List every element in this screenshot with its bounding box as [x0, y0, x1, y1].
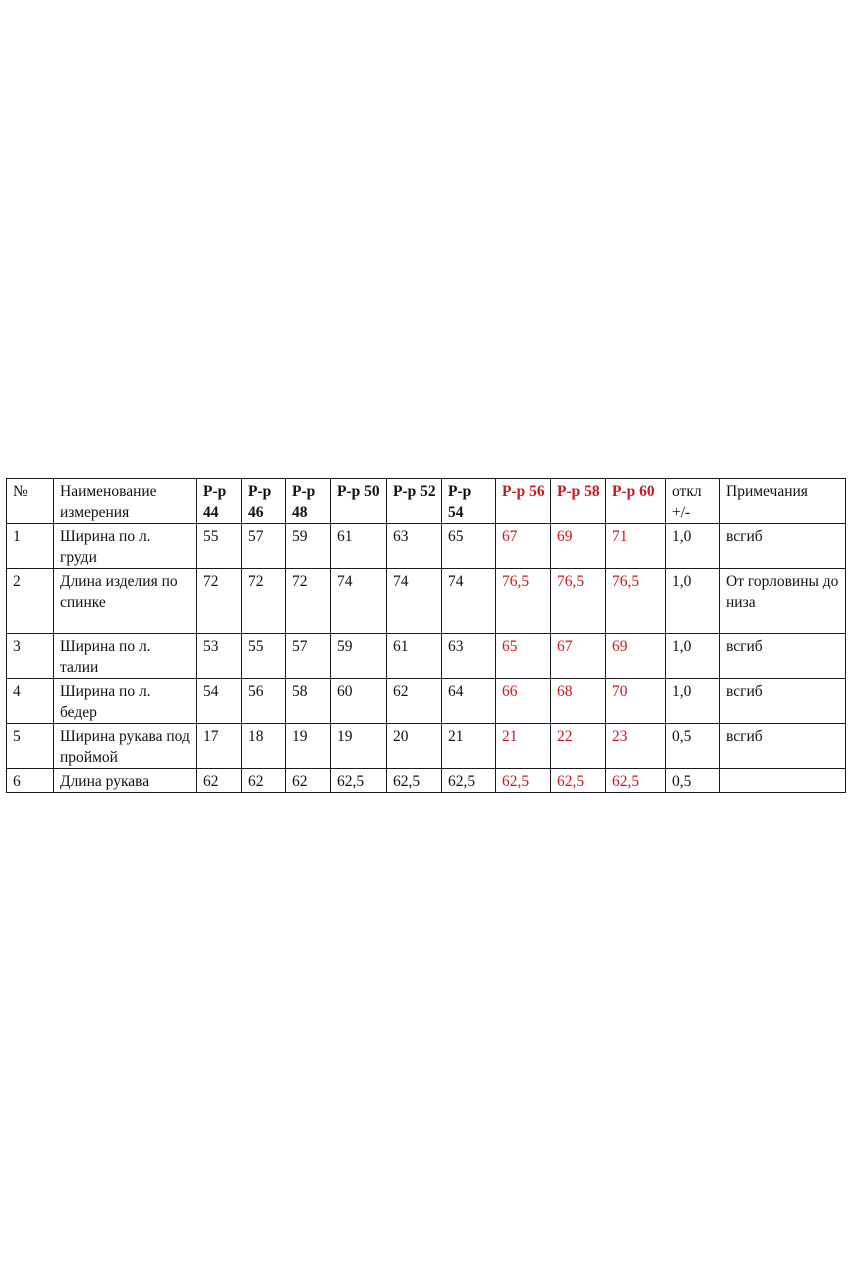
- cell-num: 3: [7, 634, 54, 679]
- table-body: [7, 524, 846, 793]
- cell-tolerance: 1,0: [666, 524, 720, 569]
- cell-size-58: 22: [551, 724, 606, 769]
- table-row: [7, 769, 846, 793]
- cell-size-56: 66: [496, 679, 551, 724]
- cell-size-46: 56: [242, 679, 286, 724]
- header-row: [7, 479, 846, 524]
- cell-measure-name: Ширина по л. бедер: [54, 679, 197, 724]
- cell-size-46: 55: [242, 634, 286, 679]
- header-size-52: Р-р 52: [387, 479, 442, 524]
- cell-size-48: 72: [286, 569, 331, 634]
- cell-size-52: 63: [387, 524, 442, 569]
- cell-size-52: 20: [387, 724, 442, 769]
- cell-size-56: 62,5: [496, 769, 551, 793]
- cell-size-48: 62: [286, 769, 331, 793]
- cell-size-54: 63: [442, 634, 496, 679]
- cell-size-44: 72: [197, 569, 242, 634]
- cell-num: 6: [7, 769, 54, 793]
- header-size-46: Р-р 46: [242, 479, 286, 524]
- cell-size-54: 64: [442, 679, 496, 724]
- cell-size-50: 59: [331, 634, 387, 679]
- cell-size-58: 76,5: [551, 569, 606, 634]
- cell-size-48: 19: [286, 724, 331, 769]
- cell-size-50: 62,5: [331, 769, 387, 793]
- cell-size-52: 62,5: [387, 769, 442, 793]
- table-row: [7, 724, 846, 769]
- cell-size-60: 70: [606, 679, 666, 724]
- cell-size-54: 62,5: [442, 769, 496, 793]
- cell-size-56: 67: [496, 524, 551, 569]
- cell-size-56: 76,5: [496, 569, 551, 634]
- cell-size-46: 72: [242, 569, 286, 634]
- cell-measure-name: Ширина рукава под проймой: [54, 724, 197, 769]
- cell-note: От горловины до низа: [720, 569, 846, 634]
- cell-measure-name: Длина рукава: [54, 769, 197, 793]
- cell-note: всгиб: [720, 634, 846, 679]
- cell-size-44: 62: [197, 769, 242, 793]
- header-size-60: Р-р 60: [606, 479, 666, 524]
- cell-size-46: 18: [242, 724, 286, 769]
- cell-size-56: 65: [496, 634, 551, 679]
- cell-size-58: 62,5: [551, 769, 606, 793]
- cell-size-50: 74: [331, 569, 387, 634]
- table-header: [7, 479, 846, 524]
- cell-measure-name: Ширина по л. талии: [54, 634, 197, 679]
- size-chart-table: [6, 478, 846, 793]
- cell-size-48: 59: [286, 524, 331, 569]
- cell-size-60: 23: [606, 724, 666, 769]
- header-size-48: Р-р 48: [286, 479, 331, 524]
- cell-size-48: 58: [286, 679, 331, 724]
- cell-size-44: 17: [197, 724, 242, 769]
- cell-measure-name: Ширина по л. груди: [54, 524, 197, 569]
- table-row: [7, 569, 846, 634]
- cell-tolerance: 1,0: [666, 634, 720, 679]
- cell-tolerance: 1,0: [666, 569, 720, 634]
- cell-size-58: 68: [551, 679, 606, 724]
- cell-tolerance: 0,5: [666, 724, 720, 769]
- cell-size-54: 21: [442, 724, 496, 769]
- header-name: Наименование измерения: [54, 479, 197, 524]
- cell-size-44: 53: [197, 634, 242, 679]
- table-row: [7, 679, 846, 724]
- cell-size-58: 67: [551, 634, 606, 679]
- cell-size-50: 19: [331, 724, 387, 769]
- cell-num: 4: [7, 679, 54, 724]
- cell-num: 2: [7, 569, 54, 634]
- header-notes: Примечания: [720, 479, 846, 524]
- cell-size-60: 62,5: [606, 769, 666, 793]
- cell-size-60: 69: [606, 634, 666, 679]
- cell-measure-name: Длина изделия по спинке: [54, 569, 197, 634]
- cell-size-46: 62: [242, 769, 286, 793]
- cell-size-50: 61: [331, 524, 387, 569]
- table-row: [7, 524, 846, 569]
- cell-note: [720, 769, 846, 793]
- cell-note: всгиб: [720, 679, 846, 724]
- header-num: №: [7, 479, 54, 524]
- header-size-50: Р-р 50: [331, 479, 387, 524]
- header-size-44: Р-р 44: [197, 479, 242, 524]
- cell-note: всгиб: [720, 724, 846, 769]
- cell-note: всгиб: [720, 524, 846, 569]
- cell-size-60: 76,5: [606, 569, 666, 634]
- cell-size-52: 61: [387, 634, 442, 679]
- cell-size-50: 60: [331, 679, 387, 724]
- cell-tolerance: 1,0: [666, 679, 720, 724]
- cell-size-60: 71: [606, 524, 666, 569]
- header-size-54: Р-р 54: [442, 479, 496, 524]
- header-size-58: Р-р 58: [551, 479, 606, 524]
- cell-size-48: 57: [286, 634, 331, 679]
- cell-size-44: 54: [197, 679, 242, 724]
- cell-size-52: 62: [387, 679, 442, 724]
- cell-size-44: 55: [197, 524, 242, 569]
- table-row: [7, 634, 846, 679]
- header-size-56: Р-р 56: [496, 479, 551, 524]
- cell-size-54: 65: [442, 524, 496, 569]
- cell-size-56: 21: [496, 724, 551, 769]
- cell-size-46: 57: [242, 524, 286, 569]
- cell-size-58: 69: [551, 524, 606, 569]
- cell-size-52: 74: [387, 569, 442, 634]
- header-tolerance: откл +/-: [666, 479, 720, 524]
- cell-num: 5: [7, 724, 54, 769]
- cell-size-54: 74: [442, 569, 496, 634]
- cell-num: 1: [7, 524, 54, 569]
- cell-tolerance: 0,5: [666, 769, 720, 793]
